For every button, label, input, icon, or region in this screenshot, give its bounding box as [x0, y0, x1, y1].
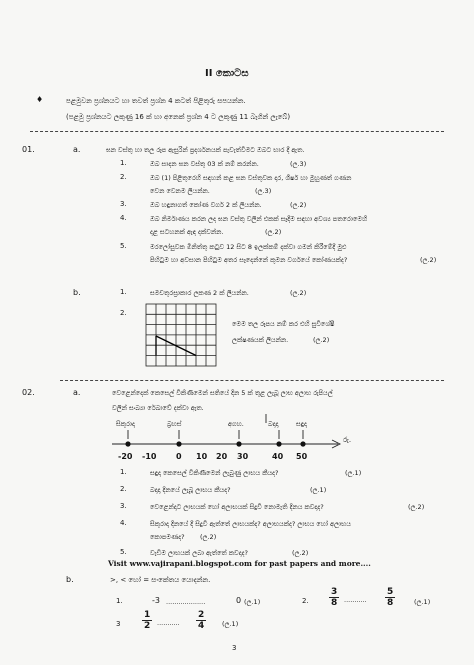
q01a-item-text: ඔබ හඳුනාගත් කෝණ වර්ග 2 ක් ලියන්න.	[150, 201, 262, 209]
day-label: බ්‍රහස්	[167, 420, 182, 428]
q01b-item-num: 1.	[120, 288, 127, 296]
q01a-item-text: ඔබ නිර්මාණය කරන ලද ඝන වස්තු වලින් එකක් සෑදීම සඳහා අවශ්‍ය පතරොමෙහි	[150, 215, 368, 223]
q01a-item-marks: (ල.3)	[255, 187, 272, 195]
q02a-item-marks: (ල.2)	[200, 533, 217, 541]
q02a-intro: වෙළෙන්දෙක් කෙසෙල් විකිණීමෙන් සතියේ දින 5 ක් තුළ ලැබූ ලාභ අලාභ රුපියල්	[112, 389, 333, 397]
q02a-item-text: සඳුදා කෙසෙල් විකිණීමෙන් ලැබුණු ලාභය කීයද?	[150, 469, 279, 477]
q02b-item2-left-fraction	[329, 587, 339, 608]
denominator: 2	[144, 621, 151, 631]
numerator: 3	[331, 587, 338, 597]
page-number: 3	[232, 644, 237, 652]
q01a-item-text-2: පිහිටුම හා අවසාන පිහිටුම අතර සෑදෙන්නේ කුමන වර්ගයේ කෝණයක්ද?	[150, 256, 348, 264]
section-title: II කොටස	[205, 68, 249, 79]
tick-label: 0	[176, 452, 182, 461]
q02a-item-num: 5.	[120, 548, 127, 556]
q02a-item-text: සිකුරාදා දිනයේ දී සිදුවී ඇත්තේ ලාභයක්ද? අලාභයක්ද? ලාභය හෝ අලාභය	[150, 520, 351, 528]
q02b-item2-num: 2.	[302, 597, 309, 605]
grid-figure	[145, 303, 217, 367]
q02b-item1-marks: (ල.1)	[244, 598, 261, 606]
numerator: 1	[144, 610, 151, 620]
q01-number: 01.	[22, 145, 35, 154]
q01a-item-text: ඔබ (1) පිළිතුරෙහි සඳහන් කළ ඝන වස්තුවක දාර, ශීර්ෂ හා මුහුණත් ගණන	[150, 174, 352, 182]
numerator: 5	[387, 587, 394, 597]
q02b-item1-blank: ...................	[166, 598, 206, 606]
q02b-item3-left-fraction	[142, 610, 152, 631]
tick-label: 10	[196, 452, 208, 461]
q01a-item-num: 3.	[120, 200, 127, 208]
q01b-item-text: සමචතුරස්‍රාකාර ලකණ 2 ක් ලියන්න.	[150, 289, 249, 297]
q02b-label: b.	[66, 575, 74, 584]
q01a-item-marks: (ල.2)	[290, 201, 307, 209]
number-line-point	[300, 441, 305, 446]
q01b-item-text-2: ලක්ෂණයක් ලියන්න.	[232, 336, 289, 344]
q02b-item3-right-fraction	[196, 610, 206, 631]
denominator: 8	[387, 598, 394, 608]
number-line-point	[125, 441, 130, 446]
q02a-item-num: 4.	[120, 519, 127, 527]
tick-label: -20	[118, 452, 133, 461]
q01a-item-marks: (ල.2)	[265, 228, 282, 236]
q01a-item-text: ඔබ සාදන ඝන වස්තු 03 ක් නම් කරන්න.	[150, 160, 259, 168]
q02a-item-text: වැඩිම ලාභයක් ලබා ඇත්තේ කවදාද?	[150, 549, 248, 557]
denominator: 8	[331, 598, 338, 608]
q01a-item-num: 4.	[120, 214, 127, 222]
q02b-item3-num: 3	[116, 620, 121, 628]
tick-label: 20	[216, 452, 228, 461]
bullet-icon: ♦	[36, 95, 44, 104]
q02a-intro-2: වලින් සංඛ්‍යා රේඛාවේ දක්වා ඇත.	[112, 404, 204, 412]
tick-label: 30	[237, 452, 249, 461]
day-label: බදාදා	[268, 420, 279, 428]
q02a-item-num: 2.	[120, 485, 127, 493]
tick-label: 50	[296, 452, 308, 461]
q02a-item-marks: (ල.1)	[310, 486, 327, 494]
axis-unit: රු.	[343, 436, 352, 444]
q02b-item1-right: 0	[236, 596, 242, 605]
q02b-intro: >, < හෝ = සංකේතය යොදන්න.	[110, 576, 211, 584]
q01b-item-text: මෙම තල රූපය නම් කර එහි සුවිශේෂී	[232, 320, 335, 328]
q02-number: 02.	[22, 388, 35, 397]
q01b-item-num: 2.	[120, 309, 127, 317]
q02a-item-marks: (ල.1)	[345, 469, 362, 477]
q02a-item-num: 3.	[120, 502, 127, 510]
number-line-point	[176, 441, 181, 446]
q02a-item-marks: (ල.2)	[292, 549, 309, 557]
day-label: සිකුරාදා	[116, 420, 135, 428]
q02b-item1-num: 1.	[116, 597, 123, 605]
q02a-label: a.	[73, 388, 81, 397]
tick-label: -10	[142, 452, 157, 461]
q01a-item-num: 1.	[120, 159, 127, 167]
instruction-line-1: පළමුවන ප්‍රශ්නයට හා තවත් ප්‍රශ්න 4 කටත් පිළිතුරු සපයන්න.	[66, 97, 246, 105]
q01a-item-marks: (ල.2)	[420, 256, 437, 264]
q01a-item-marks: (ල.3)	[290, 160, 307, 168]
q01a-item-num: 5.	[120, 242, 127, 250]
q02a-item-num: 1.	[120, 468, 127, 476]
q02b-item3-marks: (ල.1)	[222, 620, 239, 628]
q02a-item-text-2: කොපමණද?	[150, 533, 185, 541]
q01a-item-text-2: දළ සටහනක් ඇඳ දක්වන්න.	[150, 228, 224, 236]
denominator: 4	[198, 621, 205, 631]
q01a-label: a.	[73, 145, 81, 154]
q02b-item2-blank: ...........	[344, 596, 367, 604]
q01a-item-text: මරලෝසුවක මිනිත්තු කටුව 12 සිට 8 ඉලක්කම් දක්වා ගමන් කිරීමේදී මුළු	[150, 243, 347, 251]
q01b-item-marks: (ල.2)	[290, 289, 307, 297]
number-line-point	[236, 441, 241, 446]
q02b-item1-left: -3	[152, 596, 160, 605]
q02a-item-marks: (ල.2)	[408, 503, 425, 511]
q01a-item-text-2: වෙන වෙනම ලියන්න.	[150, 187, 210, 195]
q01b-item-marks: (ල.2)	[313, 336, 330, 344]
day-label: අගහ.	[228, 420, 244, 428]
q02a-item-text: වෙළෙන්දාට ලාභයක් හෝ අලාභයක් සිදුවී නොමැති දිනය කවදාද?	[150, 503, 324, 511]
q01b-label: b.	[73, 288, 81, 297]
q02a-item-text: බදාදා දිනයේ ලැබූ ලාභය කීයද?	[150, 486, 231, 494]
divider	[30, 131, 444, 132]
instruction-line-2: (පළමු ප්‍රශ්නයට ලකුණු 16 ක් හා අනෙක් ප්‍රශ්න 4 ට ලකුණු 11 බැගින් ලැබේ)	[66, 113, 291, 121]
watermark-text: Visit www.vajirapani.blogspot.com for past papers and more....	[108, 559, 371, 568]
tick-label: 40	[272, 452, 284, 461]
q02b-item3-blank: ...........	[157, 619, 180, 627]
day-label: සඳුදා	[296, 420, 307, 428]
q02b-item2-marks: (ල.1)	[414, 598, 431, 606]
number-line-point	[276, 441, 281, 446]
q02b-item2-right-fraction	[385, 587, 395, 608]
q01a-item-num: 2.	[120, 173, 127, 181]
divider	[60, 380, 444, 381]
numerator: 2	[198, 610, 205, 620]
q01a-intro: ඝන වස්තු හා තල රූප ඇසුරින් ප්‍රදර්ශනයක් පැවැත්වීමට ඔබට භාර දී ඇත.	[106, 146, 305, 154]
